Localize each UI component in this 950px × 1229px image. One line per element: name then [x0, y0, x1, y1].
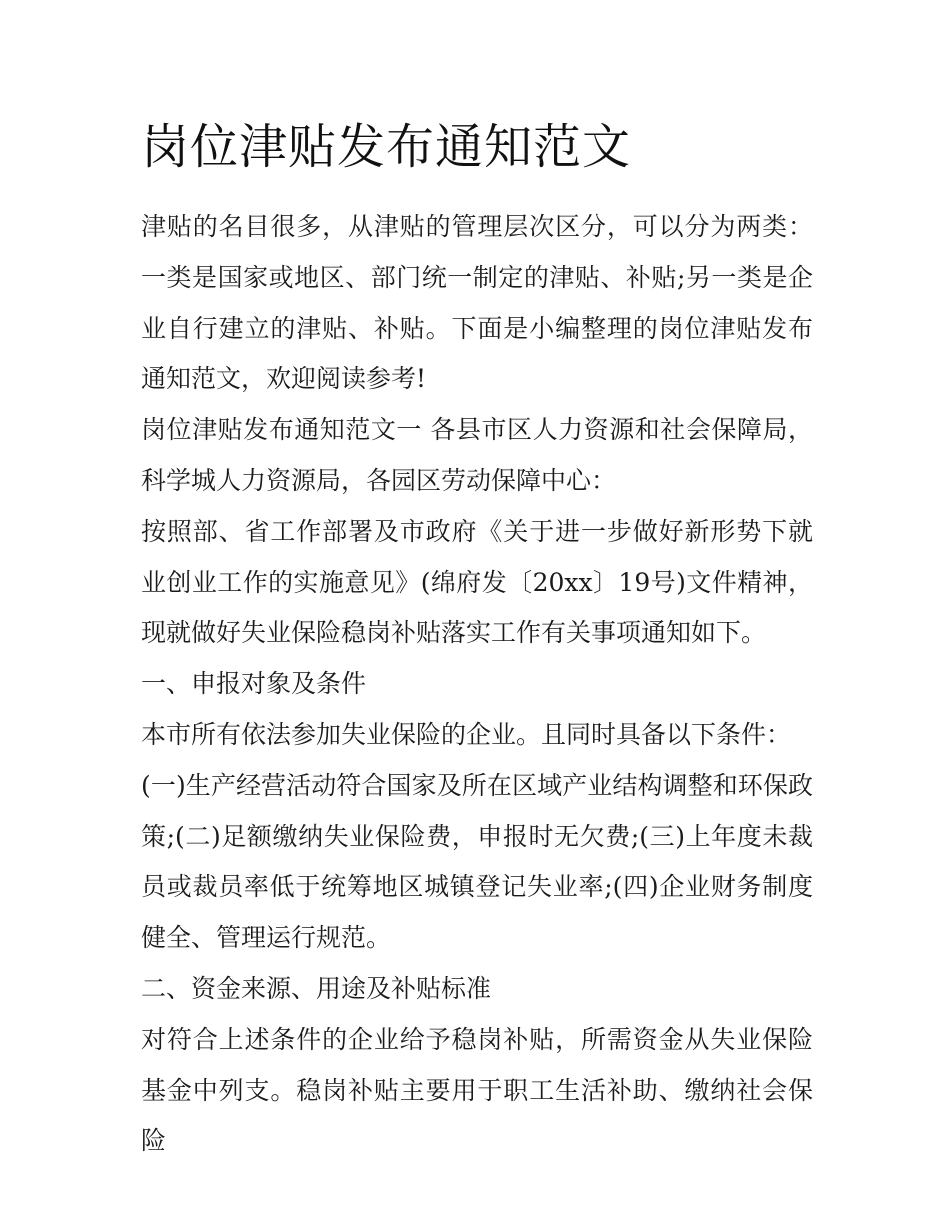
basis-paragraph: 按照部、省工作部署及市政府《关于进一步做好新形势下就业创业工作的实施意见》(绵府发〔20xx〕19号)文件精神，现就做好失业保险稳岗补贴落实工作有关事项通知如下。	[141, 516, 813, 648]
section-heading-2: 二、资金来源、用途及补贴标准	[141, 973, 492, 1003]
document-title: 岗位津贴发布通知范文	[141, 119, 632, 175]
section-heading-1: 一、申报对象及条件	[141, 669, 367, 699]
document-body	[141, 202, 813, 1167]
conditions-paragraph: (一)生产经营活动符合国家及所在区域产业结构调整和环保政策;(二)足额缴纳失业保险费，申报时无欠费;(三)上年度未裁员或裁员率低于统筹地区城镇登记失业率;(四)企业财务制度健全、管理运行规范。	[141, 770, 813, 953]
intro-paragraph: 津贴的名目很多，从津贴的管理层次区分，可以分为两类：一类是国家或地区、部门统一制定的津贴、补贴;另一类是企业自行建立的津贴、补贴。下面是小编整理的岗位津贴发布通知范文，欢迎阅读参考!	[141, 212, 813, 394]
eligibility-paragraph: 本市所有依法参加失业保险的企业。且同时具备以下条件：	[141, 719, 792, 749]
addressee-paragraph: 岗位津贴发布通知范文一 各县市区人力资源和社会保障局，科学城人力资源局，各园区劳动保障中心：	[141, 415, 813, 495]
document-content	[141, 112, 813, 1167]
funding-paragraph: 对符合上述条件的企业给予稳岗补贴，所需资金从失业保险基金中列支。稳岗补贴主要用于职工生活补助、缴纳社会保险	[141, 1024, 813, 1156]
